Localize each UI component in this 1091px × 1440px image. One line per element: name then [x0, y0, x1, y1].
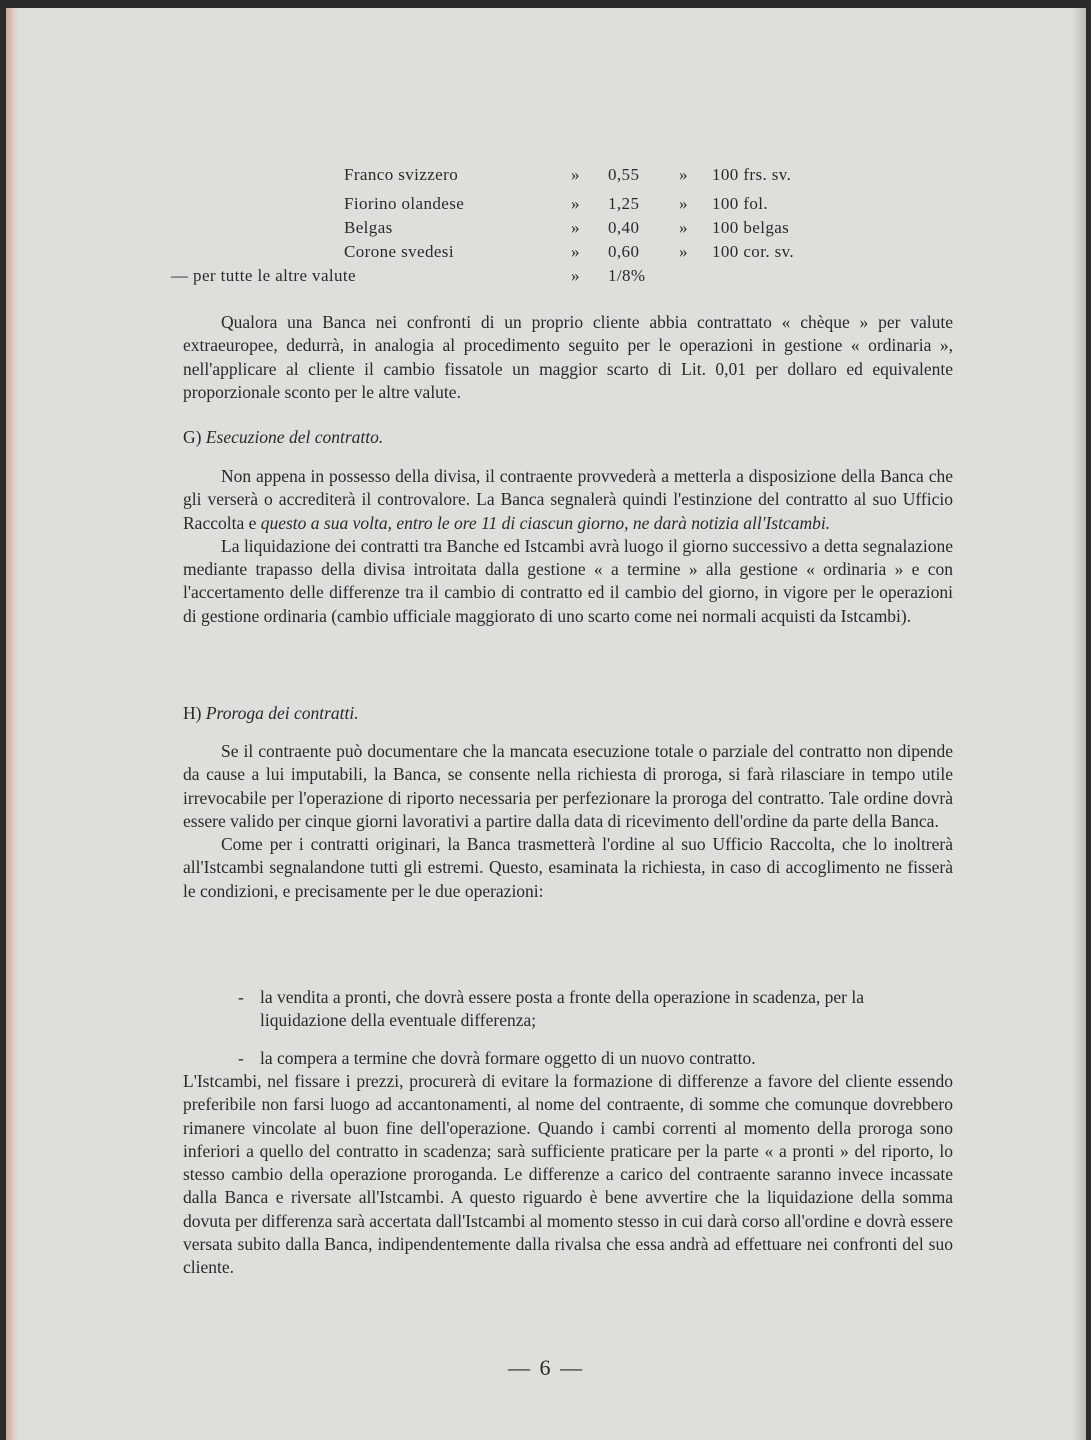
- rate-unit: 100 belgas: [712, 218, 790, 237]
- section-heading-h: [183, 703, 359, 724]
- page-number: — 6 —: [508, 1355, 584, 1380]
- ditto-mark: »: [679, 165, 688, 184]
- list-dash: -: [238, 987, 244, 1007]
- list-item: [238, 1047, 953, 1070]
- currency-name: Fiorino olandese: [344, 194, 465, 213]
- list-dash: -: [238, 1048, 244, 1068]
- rate-unit: 100 fol.: [712, 194, 769, 213]
- currency-name: — per tutte le altre valute: [171, 266, 356, 285]
- list-item-text: la compera a termine che dovrà formare oggetto di un nuovo contratto.: [260, 1048, 756, 1068]
- ditto-mark: »: [679, 194, 688, 213]
- currency-name: Belgas: [344, 218, 393, 237]
- paragraph-text: Non appena in possesso della divisa, il contraente provvederà a metterla a disposizione della Banca che gli verserà o accrediterà il controvalore. La Banca segnalerà quindi l'estinzione del contratto al suo Ufficio Raccolta e: [183, 466, 953, 533]
- ditto-mark: »: [571, 194, 580, 213]
- rate-value: 1,25: [608, 194, 640, 213]
- rate-unit: 100 cor. sv.: [712, 242, 795, 261]
- cheque-paragraph: [183, 311, 953, 404]
- rate-unit: 100 frs. sv.: [712, 165, 792, 184]
- paragraph: [183, 465, 953, 535]
- currency-name: Corone svedesi: [344, 242, 454, 261]
- rate-value: 0,60: [608, 242, 640, 261]
- section-g-body: [183, 465, 953, 628]
- ditto-mark: »: [571, 218, 580, 237]
- ditto-mark: »: [679, 218, 688, 237]
- paragraph: Come per i contratti originari, la Banca trasmetterà l'ordine al suo Ufficio Raccolta, che lo inoltrerà all'Istcambi segnalandone tutti gli estremi. Questo, esaminata la richiesta, in caso di accoglimento ne fisserà le condizioni, e precisamente per le due operazioni:: [183, 834, 953, 901]
- rate-value: 0,55: [608, 165, 640, 184]
- paragraph: L'Istcambi, nel fissare i prezzi, procurerà di evitare la formazione di differenze a favore del cliente essendo preferibile non farsi luogo ad accantonamenti, al nome del contraente, di somme che comunque dovrebbero rimanere vincolate al buon fine dell'operazione. Quando i cambi correnti al momento della proroga sono inferiori a quello del contratto in scadenza; sarà sufficiente praticare per la parte « a pronti » del riporto, lo stesso cambio della operazione proroganda. Le differenze a carico del contraente saranno invece incassate dalla Banca e riversate all'Istcambi. A questo riguardo è bene avvertire che la liquidazione della somma dovuta per differenza sarà accertata dall'Istcambi al momento stesso in cui darà corso all'ordine e dovrà essere versata subito dalla Banca, indipendentemente dalla rivalsa che essa andrà ad effettuare nei confronti del suo cliente.: [183, 1071, 953, 1278]
- rate-row: [171, 242, 871, 266]
- section-title: Esecuzione del contratto.: [205, 427, 384, 447]
- section-title: Proroga dei contratti.: [205, 703, 359, 723]
- rate-row: [171, 194, 871, 218]
- paragraph: Se il contraente può documentare che la mancata esecuzione totale o parziale del contratto non dipende da cause a lui imputabili, la Banca, se consente nella richiesta di proroga, si farà rilasciare in tempo utile irrevocabile per l'operazione di riporto necessaria per perfezionare la proroga del contratto. Tale ordine dovrà essere valido per cinque giorni lavorativi a partire dalla data di ricevimento dell'ordine da parte della Banca.: [183, 741, 953, 831]
- section-h-body: [183, 740, 953, 903]
- document-page: [6, 8, 1086, 1440]
- section-letter: H): [183, 703, 202, 723]
- currency-name: Franco svizzero: [344, 165, 459, 184]
- rate-row: [171, 165, 871, 189]
- section-letter: G): [183, 427, 202, 447]
- section-h-body-continued: [183, 1070, 953, 1280]
- paragraph-italic-text: questo a sua volta, entro le ore 11 di ciascun giorno, ne darà notizia all'Istcambi.: [260, 512, 831, 533]
- section-heading-g: [183, 427, 383, 448]
- ditto-mark: »: [571, 242, 580, 261]
- ditto-mark: »: [571, 266, 580, 285]
- rate-row: [171, 218, 871, 242]
- ditto-mark: »: [679, 242, 688, 261]
- list-item: [238, 986, 953, 1032]
- rate-value: 1/8%: [608, 266, 646, 285]
- rate-value: 0,40: [608, 218, 640, 237]
- rate-row: [171, 266, 871, 290]
- list-item-text: la vendita a pronti, che dovrà essere posta a fronte della operazione in scadenza, per la liquidazione della eventuale differenza;: [260, 987, 864, 1030]
- paragraph: La liquidazione dei contratti tra Banche ed Istcambi avrà luogo il giorno successivo a detta segnalazione mediante trapasso della divisa introitata dalla gestione « a termine » alla gestione « ordinaria » e con l'accertamento delle differenze tra il cambio di contratto ed il cambio del giorno, in vigore per le operazioni di gestione ordinaria (cambio ufficiale maggiorato di uno scarto come nei normali acquisti da Istcambi).: [183, 535, 953, 626]
- paragraph: Qualora una Banca nei confronti di un proprio cliente abbia contrattato « chèque » per valute extraeuropee, dedurrà, in analogia al procedimento seguito per le operazioni in gestione « ordinaria », nell'applicare al cliente il cambio fissatole un maggior scarto di Lit. 0,01 per dollaro ed equivalente proporzionale sconto per le altre valute.: [183, 312, 953, 402]
- ditto-mark: »: [571, 165, 580, 184]
